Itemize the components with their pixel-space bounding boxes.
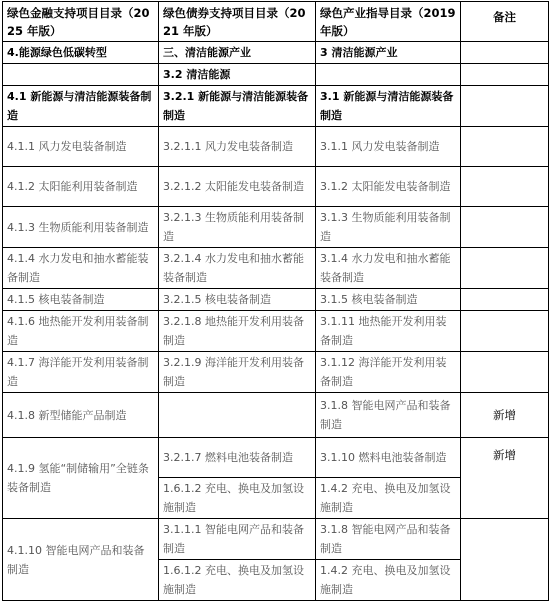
table-row: [3, 438, 549, 478]
row-418-note: 新增: [461, 393, 549, 438]
row-413-col3: 3.1.3 生物质能利用装备制造: [316, 207, 461, 248]
table-row: [3, 167, 549, 207]
row-411-col1: 4.1.1 风力发电装备制造: [3, 127, 159, 167]
row-419-col2a: 3.2.1.7 燃料电池装备制造: [159, 438, 316, 478]
row-414-col2: 3.2.1.4 水力发电和抽水蓄能装备制造: [159, 248, 316, 289]
section-col3: 3 清洁能源产业: [316, 42, 461, 64]
table-row: [3, 352, 549, 393]
subsection-col1: [3, 64, 159, 86]
row-4110-col2a: 3.1.1.1 智能电网产品和装备制造: [159, 519, 316, 560]
subsection-col3: [316, 64, 461, 86]
row-416-col4: [461, 311, 549, 352]
row-416-col1: 4.1.6 地热能开发利用装备制造: [3, 311, 159, 352]
row-419-col1: 4.1.9 氢能“制储输用”全链条装备制造: [3, 438, 159, 519]
section-col1: 4.能源绿色低碳转型: [3, 42, 159, 64]
row-419-note: 新增: [461, 438, 549, 519]
header-col1: 绿色金融支持项目目录（2025 年版）: [3, 2, 159, 42]
row-411-col4: [461, 127, 549, 167]
row-414-col1: 4.1.4 水力发电和抽水蓄能装备制造: [3, 248, 159, 289]
header-col4: 备注: [461, 2, 549, 42]
subsection-row: [3, 64, 549, 86]
table-row: [3, 311, 549, 352]
table-row: [3, 393, 549, 438]
category-col4: [461, 86, 549, 127]
row-411-col3: 3.1.1 风力发电装备制造: [316, 127, 461, 167]
subsection-col4: [461, 64, 549, 86]
row-418-col2: [159, 393, 316, 438]
table-row: [3, 519, 549, 560]
section-col2: 三、清洁能源产业: [159, 42, 316, 64]
row-415-col3: 3.1.5 核电装备制造: [316, 289, 461, 311]
section-row: [3, 42, 549, 64]
section-col4: [461, 42, 549, 64]
row-413-col2: 3.2.1.3 生物质能利用装备制造: [159, 207, 316, 248]
category-col2: 3.2.1 新能源与清洁能源装备制造: [159, 86, 316, 127]
header-row: [3, 2, 549, 42]
row-4110-col2b: 1.6.1.2 充电、换电及加氢设施制造: [159, 560, 316, 601]
catalog-comparison-table: [2, 1, 549, 601]
category-col3: 3.1 新能源与清洁能源装备制造: [316, 86, 461, 127]
row-417-col4: [461, 352, 549, 393]
row-4110-col3a: 3.1.8 智能电网产品和装备制造: [316, 519, 461, 560]
row-413-col1: 4.1.3 生物质能利用装备制造: [3, 207, 159, 248]
row-415-col4: [461, 289, 549, 311]
row-419-col3a: 3.1.10 燃料电池装备制造: [316, 438, 461, 478]
row-414-col3: 3.1.4 水力发电和抽水蓄能装备制造: [316, 248, 461, 289]
row-418-col3: 3.1.8 智能电网产品和装备制造: [316, 393, 461, 438]
row-419-col2b: 1.6.1.2 充电、换电及加氢设施制造: [159, 478, 316, 519]
row-412-col3: 3.1.2 太阳能发电装备制造: [316, 167, 461, 207]
row-415-col1: 4.1.5 核电装备制造: [3, 289, 159, 311]
header-col3: 绿色产业指导目录（2019 年版）: [316, 2, 461, 42]
row-415-col2: 3.2.1.5 核电装备制造: [159, 289, 316, 311]
row-417-col3: 3.1.12 海洋能开发利用装备制造: [316, 352, 461, 393]
row-416-col2: 3.2.1.8 地热能开发利用装备制造: [159, 311, 316, 352]
row-413-col4: [461, 207, 549, 248]
category-col1: 4.1 新能源与清洁能源装备制造: [3, 86, 159, 127]
row-414-col4: [461, 248, 549, 289]
row-4110-col3b: 1.4.2 充电、换电及加氢设施制造: [316, 560, 461, 601]
table-row: [3, 289, 549, 311]
row-417-col2: 3.2.1.9 海洋能开发利用装备制造: [159, 352, 316, 393]
row-416-col3: 3.1.11 地热能开发利用装备制造: [316, 311, 461, 352]
row-417-col1: 4.1.7 海洋能开发利用装备制造: [3, 352, 159, 393]
row-411-col2: 3.2.1.1 风力发电装备制造: [159, 127, 316, 167]
table-row: [3, 127, 549, 167]
row-4110-col1: 4.1.10 智能电网产品和装备制造: [3, 519, 159, 601]
row-412-col2: 3.2.1.2 太阳能发电装备制造: [159, 167, 316, 207]
subsection-col2: 3.2 清洁能源: [159, 64, 316, 86]
table-row: [3, 248, 549, 289]
row-4110-note: [461, 519, 549, 601]
row-419-col3b: 1.4.2 充电、换电及加氢设施制造: [316, 478, 461, 519]
row-418-col1: 4.1.8 新型储能产品制造: [3, 393, 159, 438]
header-col2: 绿色债券支持项目目录（2021 年版）: [159, 2, 316, 42]
row-412-col1: 4.1.2 太阳能利用装备制造: [3, 167, 159, 207]
row-412-col4: [461, 167, 549, 207]
category-row: [3, 86, 549, 127]
table-row: [3, 207, 549, 248]
